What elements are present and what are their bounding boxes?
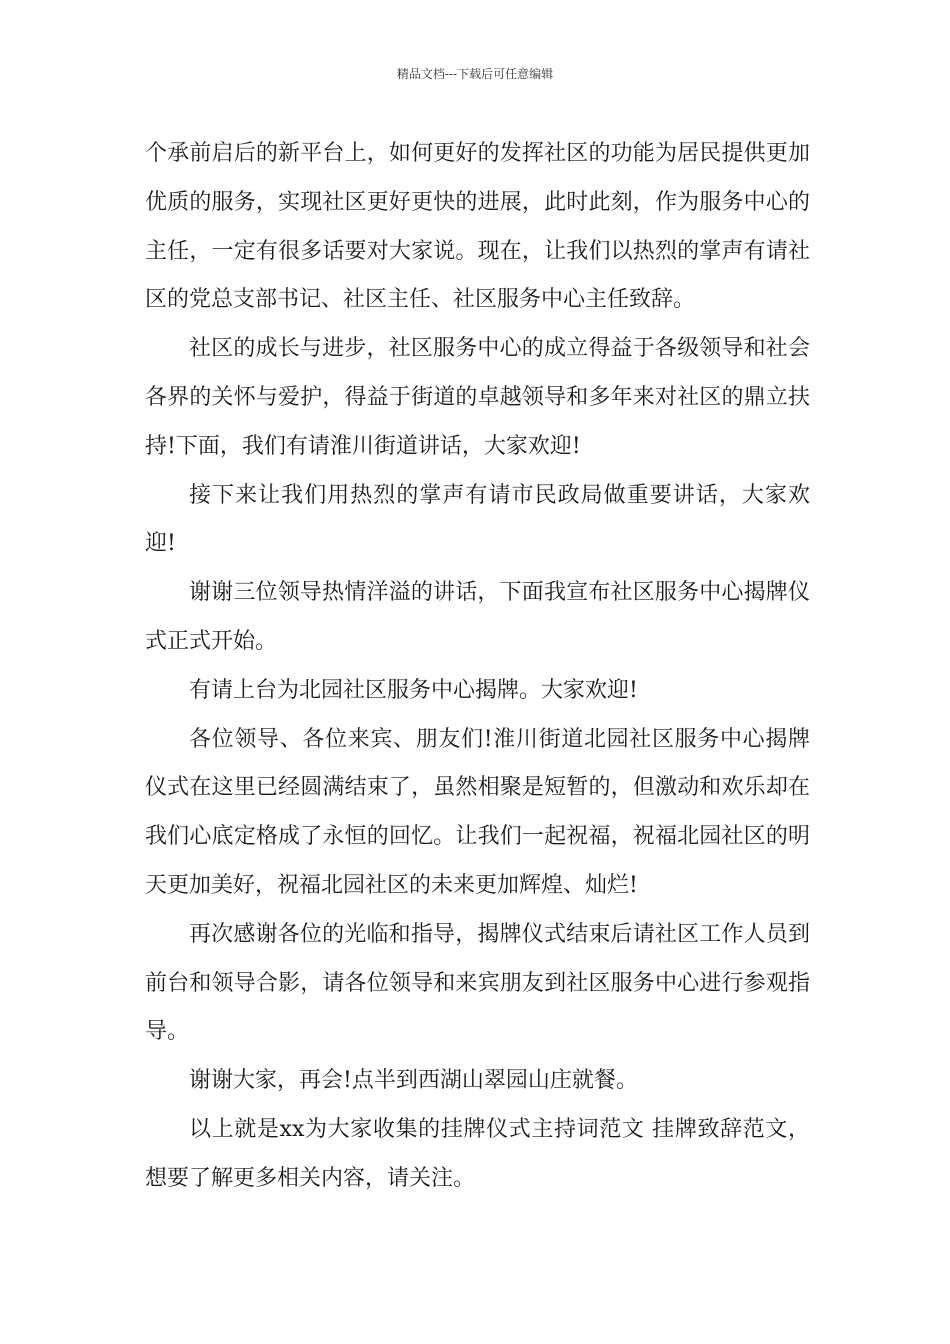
paragraph-8: 谢谢大家，再会!点半到西湖山翠园山庄就餐。: [189, 1068, 638, 1094]
paragraph-3: 接下来让我们用热烈的掌声有请市民政局做重要讲话，大家欢迎!: [145, 482, 810, 557]
paragraph-9: 以上就是xx为大家收集的挂牌仪式主持词范文 挂牌致辞范文，想要了解更多相关内容，请关注。: [145, 1116, 810, 1191]
paragraph-7: 再次感谢各位的光临和指导，揭牌仪式结束后请社区工作人员到前台和领导合影，请各位领导和来宾朋友到社区服务中心进行参观指导。: [145, 921, 810, 1045]
paragraph-4: 谢谢三位领导热情洋溢的讲话，下面我宣布社区服务中心揭牌仪式正式开始。: [145, 580, 810, 654]
paragraph-2: 社区的成长与进步，社区服务中心的成立得益于各级领导和社会各界的关怀与爱护，得益于街道的卓越领导和多年来对社区的鼎立扶持!下面，我们有请淮川街道讲话，大家欢迎!: [145, 336, 810, 459]
paragraph-5: 有请上台为北园社区服务中心揭牌。大家欢迎!: [189, 677, 638, 703]
paragraph-6: 各位领导、各位来宾、朋友们!淮川街道北园社区服务中心揭牌仪式在这里已经圆满结束了，虽然相聚是短暂的，但激动和欢乐却在我们心底定格成了永恒的回忆。让我们一起祝福，祝福北园社区的明天更加美好，祝福北园社区的未来更加辉煌、灿烂!: [145, 726, 810, 898]
document-body: [145, 130, 810, 1204]
paragraph-1: 个承前启后的新平台上，如何更好的发挥社区的功能为居民提供更加优质的服务，实现社区更好更快的进展，此时此刻，作为服务中心的主任，一定有很多话要对大家说。现在，让我们以热烈的掌声有请社区的党总支部书记、社区主任、社区服务中心主任致辞。: [145, 141, 810, 313]
page-header: 精品文档---下载后可任意编辑: [396, 67, 554, 81]
